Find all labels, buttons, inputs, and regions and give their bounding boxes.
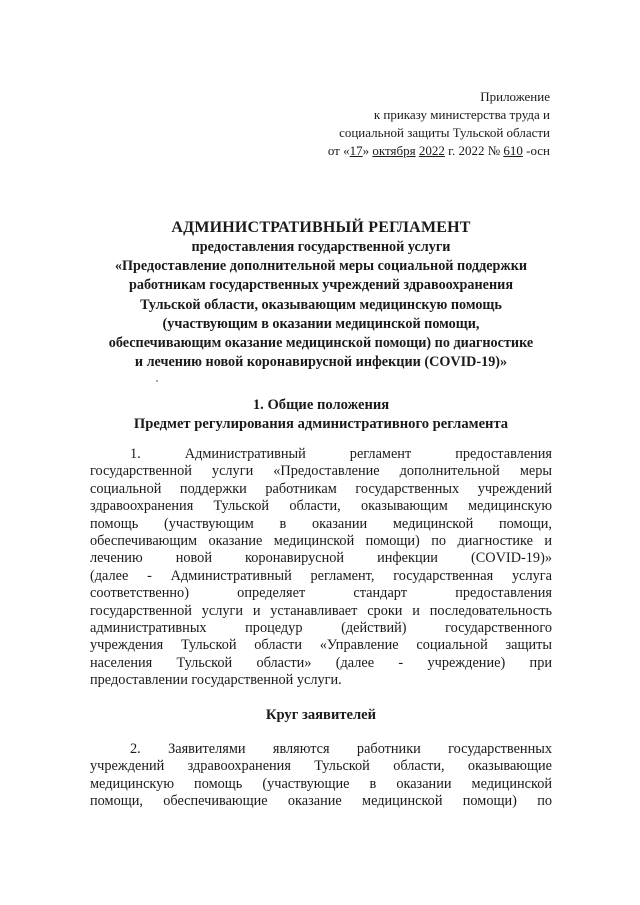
order-number: 610 <box>503 143 523 158</box>
paragraph-line: населения Тульской области» (далее - учреждение) при <box>90 654 552 671</box>
paragraph-line: помощи, обеспечивающие оказание медицинской помощи) по <box>90 793 552 810</box>
order-month: октября <box>372 143 416 158</box>
title-line: предоставления государственной услуги <box>191 239 451 255</box>
document-title <box>90 218 552 372</box>
paragraph-line: социальной поддержки работникам государственных учреждений <box>90 480 552 497</box>
section-1-subheading: Предмет регулирования административного регламента <box>133 416 509 432</box>
date-prefix: от « <box>327 143 350 158</box>
annex-line-1: Приложение <box>480 89 550 104</box>
title-line: (участвующим в оказании медицинской помощи, <box>162 315 480 332</box>
paragraph-line: лечению новой коронавирусной инфекции (COVID-19)» <box>90 550 552 567</box>
title-line: работникам государственных учреждений здравоохранения <box>128 277 514 294</box>
annex-date-line <box>310 142 550 160</box>
paragraph-line: обеспечивающим оказание медицинской помощи) по диагностике и <box>90 532 552 549</box>
order-suffix: -осн <box>522 143 550 158</box>
paragraph-line: государственной услуги и устанавливает сроки и последовательность <box>90 602 552 619</box>
paragraph-line: государственной услуги «Предоставление дополнительной меры <box>90 463 552 480</box>
annex-line-3: социальной защиты Тульской области <box>339 125 550 140</box>
annex-line-2: к приказу министерства труда и <box>373 107 550 122</box>
annex-block <box>310 88 550 160</box>
paragraph-line: помощь (участвующим в оказании медицинской помощи, <box>90 515 552 532</box>
paragraph-line: учреждений здравоохранения Тульской области, оказывающие <box>90 758 552 775</box>
paragraph-line: (далее - Административный регламент, государственная услуга <box>90 567 552 584</box>
paragraph-line: 1. Административный регламент предоставления <box>130 446 552 462</box>
scan-dot <box>156 380 158 382</box>
date-mid-2: г. 2022 № <box>444 143 504 158</box>
title-line: обеспечивающим оказание медицинской помощи) по диагностике <box>108 335 534 352</box>
order-year: 2022 <box>418 143 445 158</box>
title-line: и лечению новой коронавирусной инфекции (COVID-19)» <box>134 354 508 371</box>
section-2-heading: Круг заявителей <box>265 707 377 723</box>
title-main: АДМИНИСТРАТИВНЫЙ РЕГЛАМЕНТ <box>171 219 471 236</box>
paragraph-line: административных процедур (действий) государственного <box>90 619 552 636</box>
paragraph-line: соответственно) определяет стандарт предоставления <box>90 585 552 602</box>
date-mid-1: » <box>362 143 373 158</box>
paragraph-line: предоставлении государственной услуги. <box>90 672 342 689</box>
paragraph-line: медицинскую помощь (участвующие в оказании медицинской <box>90 775 552 792</box>
order-day: 17 <box>349 143 363 158</box>
paragraph-2 <box>90 741 552 811</box>
paragraph-line: 2. Заявителями являются работники государственных <box>130 741 552 757</box>
title-line: Тульской области, оказывающим медицинскую помощь <box>140 296 502 313</box>
title-line: «Предоставление дополнительной меры социальной поддержки <box>114 258 528 275</box>
paragraph-line: здравоохранения Тульской области, оказывающим медицинскую <box>90 498 552 515</box>
section-1-heading: 1. Общие положения <box>252 397 390 413</box>
paragraph-line: учреждения Тульской области «Управление социальной защиты <box>90 637 552 654</box>
paragraph-1 <box>90 446 552 689</box>
